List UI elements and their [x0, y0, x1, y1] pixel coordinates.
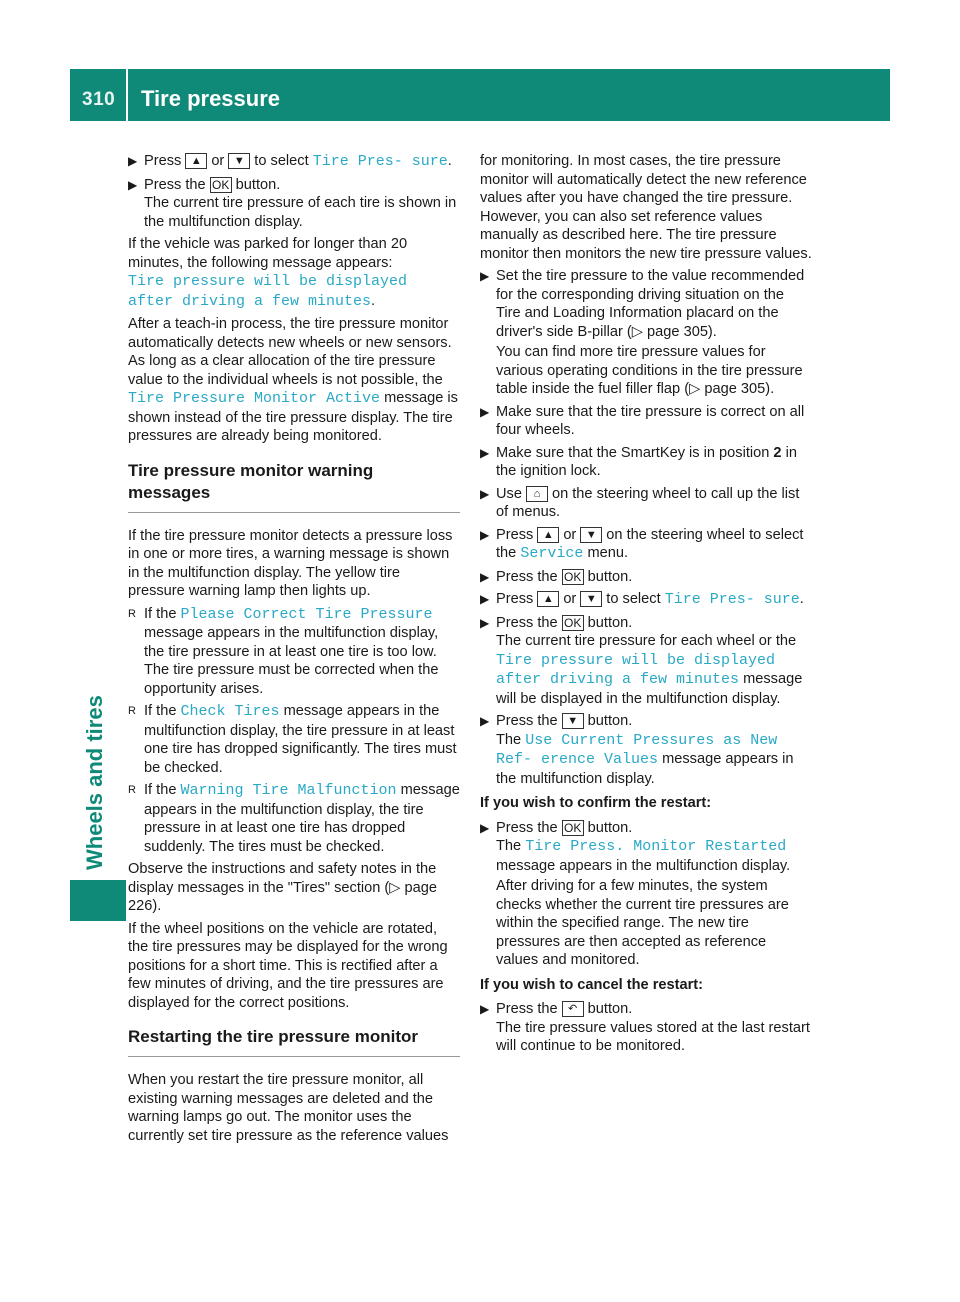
step-press-ok: ▶ Press the OK button. The current tire pressure of each tire is shown in the multifunction display. [128, 176, 457, 230]
right-column [480, 152, 812, 1060]
left-column [128, 152, 460, 1149]
paragraph: After a teach-in process, the tire pressure monitor automatically detects new wheels or new sensors. As long as a clear allocation of the tire pressure value to the individual wheels is not possible, the Tire Pressure Monitor Active message is shown instead of the tire pressure display. The tire pressures are already being monitored. [128, 316, 458, 444]
display-message: Tire Pres‐ sure [312, 153, 448, 170]
paragraph: If the tire pressure monitor detects a pressure loss in one or more tires, a warning message is shown in the multifunction display. The yellow tire pressure warning lamp then lights up. [128, 527, 453, 599]
list-item: R If the Warning Tire Malfunction message appears in the multifunction display, the tire pressure in at least one tire has dropped suddenly. The tires must be checked. [128, 782, 460, 855]
step-arrow-icon: ▶ [480, 1002, 490, 1016]
up-key-icon: ▲ [185, 153, 207, 169]
down-key-icon: ▼ [228, 153, 250, 169]
step-arrow-icon: ▶ [480, 269, 490, 283]
display-message: Tire Pres‐ sure [664, 591, 800, 608]
section-heading: Restarting the tire pressure monitor [128, 1026, 460, 1057]
step-press-ok: ▶ Press the OK button. [480, 568, 633, 585]
display-message: Tire pressure will be displayed after driving a few minutes [128, 273, 408, 310]
up-key-icon: ▲ [537, 527, 559, 543]
step-select-tire-pressure: ▶ Press ▲ or ▼ to select Tire Pres‐ sure. [128, 153, 452, 170]
step-check-wheels: ▶ Make sure that the tire pressure is correct on all four wheels. [480, 403, 805, 438]
step-smartkey: ▶ Make sure that the SmartKey is in position 2 in the ignition lock. [480, 444, 797, 479]
step-arrow-icon: ▶ [128, 154, 138, 168]
step-arrow-icon: ▶ [480, 445, 490, 460]
display-message: Use Current Pressures as New Ref‐ erence Values [496, 731, 778, 768]
section-tab-marker [70, 880, 126, 921]
paragraph: If the wheel positions on the vehicle are rotated, the tire pressures may be displayed for the wrong positions for a short time. This is rectified after a few minutes of driving, and the tire pressures are displayed for the correct positions. [128, 920, 448, 1011]
step-arrow-icon: ▶ [480, 820, 490, 835]
page-header [70, 69, 890, 121]
step-press-ok: ▶ Press the OK button. The current tire pressure for each wheel or the Tire pressure will be displayed after driving a few minutes message will be displayed in the multifunction display. [480, 614, 803, 707]
display-message: Tire pressure will be displayed after driving a few minutes [496, 651, 776, 688]
step-confirm-ok: ▶ Press the OK button. The Tire Press. Monitor Restarted message appears in the multifunction display. After driving for a few minutes, the system checks whether the current tire pressures are within the specified range. The new tire pressures are then accepted as reference values and monitored. [480, 819, 791, 968]
ok-key-icon: OK [562, 569, 584, 585]
paragraph: If the vehicle was parked for longer than 20 minutes, the following message appears: Tire pressure will be displayed after driving a few minutes. [128, 236, 408, 310]
step-arrow-icon: ▶ [480, 714, 490, 728]
list-item: R If the Please Correct Tire Pressure message appears in the multifunction display, the tire pressure in at least one tire is too low. The tire pressure must be corrected when the opportunity arises. [128, 605, 439, 697]
step-service-menu: ▶ Press ▲ or ▼ on the steering wheel to select the Service menu. [480, 526, 804, 562]
subheading-cancel: If you wish to cancel the restart: [480, 976, 704, 993]
step-arrow-icon: ▶ [128, 177, 138, 192]
ok-key-icon: OK [210, 177, 232, 193]
paragraph: When you restart the tire pressure monitor, all existing warning messages are deleted and the warning lamps go out. The monitor uses the currently set tire pressure as the reference values [128, 1072, 449, 1144]
step-press-down: ▶ Press the ▼ button. The Use Current Pressures as New Ref‐ erence Values message appears in the multifunction display. [480, 713, 794, 787]
page-number: 310 [82, 89, 116, 110]
page-title: Tire pressure [141, 86, 281, 111]
bullet-icon: R [128, 607, 136, 620]
step-home-menu: ▶ Use ⌂ on the steering wheel to call up the list of menus. [480, 485, 800, 520]
step-arrow-icon: ▶ [480, 592, 490, 606]
ok-key-icon: OK [562, 615, 584, 631]
step-arrow-icon: ▶ [480, 527, 490, 542]
down-key-icon: ▼ [580, 527, 602, 543]
step-set-pressure: ▶ Set the tire pressure to the value recommended for the corresponding driving situation on the Tire and Loading Information placard on the driver's side B-pillar (▷ page 305). You can find more tire pressure values for various operating conditions in the tire pressure table inside the fuel filler flap (▷ page 305). [480, 268, 805, 397]
step-select-tire-pressure: ▶ Press ▲ or ▼ to select Tire Pres‐ sure. [480, 591, 804, 608]
paragraph: Observe the instructions and safety notes in the display messages in the "Tires" section (▷ page 226). [128, 861, 438, 914]
display-message: Service [520, 545, 584, 562]
down-key-icon: ▼ [580, 591, 602, 607]
up-key-icon: ▲ [537, 591, 559, 607]
display-message: Warning Tire Malfunction [180, 782, 397, 799]
step-arrow-icon: ▶ [480, 486, 490, 501]
bullet-icon: R [128, 705, 136, 717]
header-divider [126, 69, 128, 121]
display-message: Tire Pressure Monitor Active [128, 390, 381, 407]
home-key-icon: ⌂ [526, 486, 548, 502]
ok-key-icon: OK [562, 820, 584, 836]
step-arrow-icon: ▶ [480, 404, 490, 419]
down-key-icon: ▼ [562, 713, 584, 729]
list-item: R If the Check Tires message appears in the multifunction display, the tire pressure in at least one tire has dropped significantly. The tires must be checked. [128, 703, 457, 776]
display-message: Check Tires [180, 703, 280, 720]
display-message: Please Correct Tire Pressure [180, 605, 433, 623]
section-tab-label: Wheels and tires [82, 695, 107, 870]
step-arrow-icon: ▶ [480, 615, 490, 630]
paragraph: for monitoring. In most cases, the tire pressure monitor will automatically detect the new reference values after you have changed the tire pressure. However, you can also set reference values manually as described here. The tire pressure monitor then monitors the new tire pressure values. [480, 153, 812, 262]
display-message: Tire Press. Monitor Restarted [525, 838, 787, 855]
section-heading: Tire pressure monitor warning messages [128, 460, 460, 513]
step-cancel-back: ▶ Press the ↶ button. The tire pressure values stored at the last restart will continue to be monitored. [480, 1001, 810, 1054]
subheading-confirm: If you wish to confirm the restart: [480, 795, 712, 811]
step-arrow-icon: ▶ [480, 569, 490, 584]
bullet-icon: R [128, 784, 136, 796]
back-key-icon: ↶ [562, 1001, 584, 1017]
